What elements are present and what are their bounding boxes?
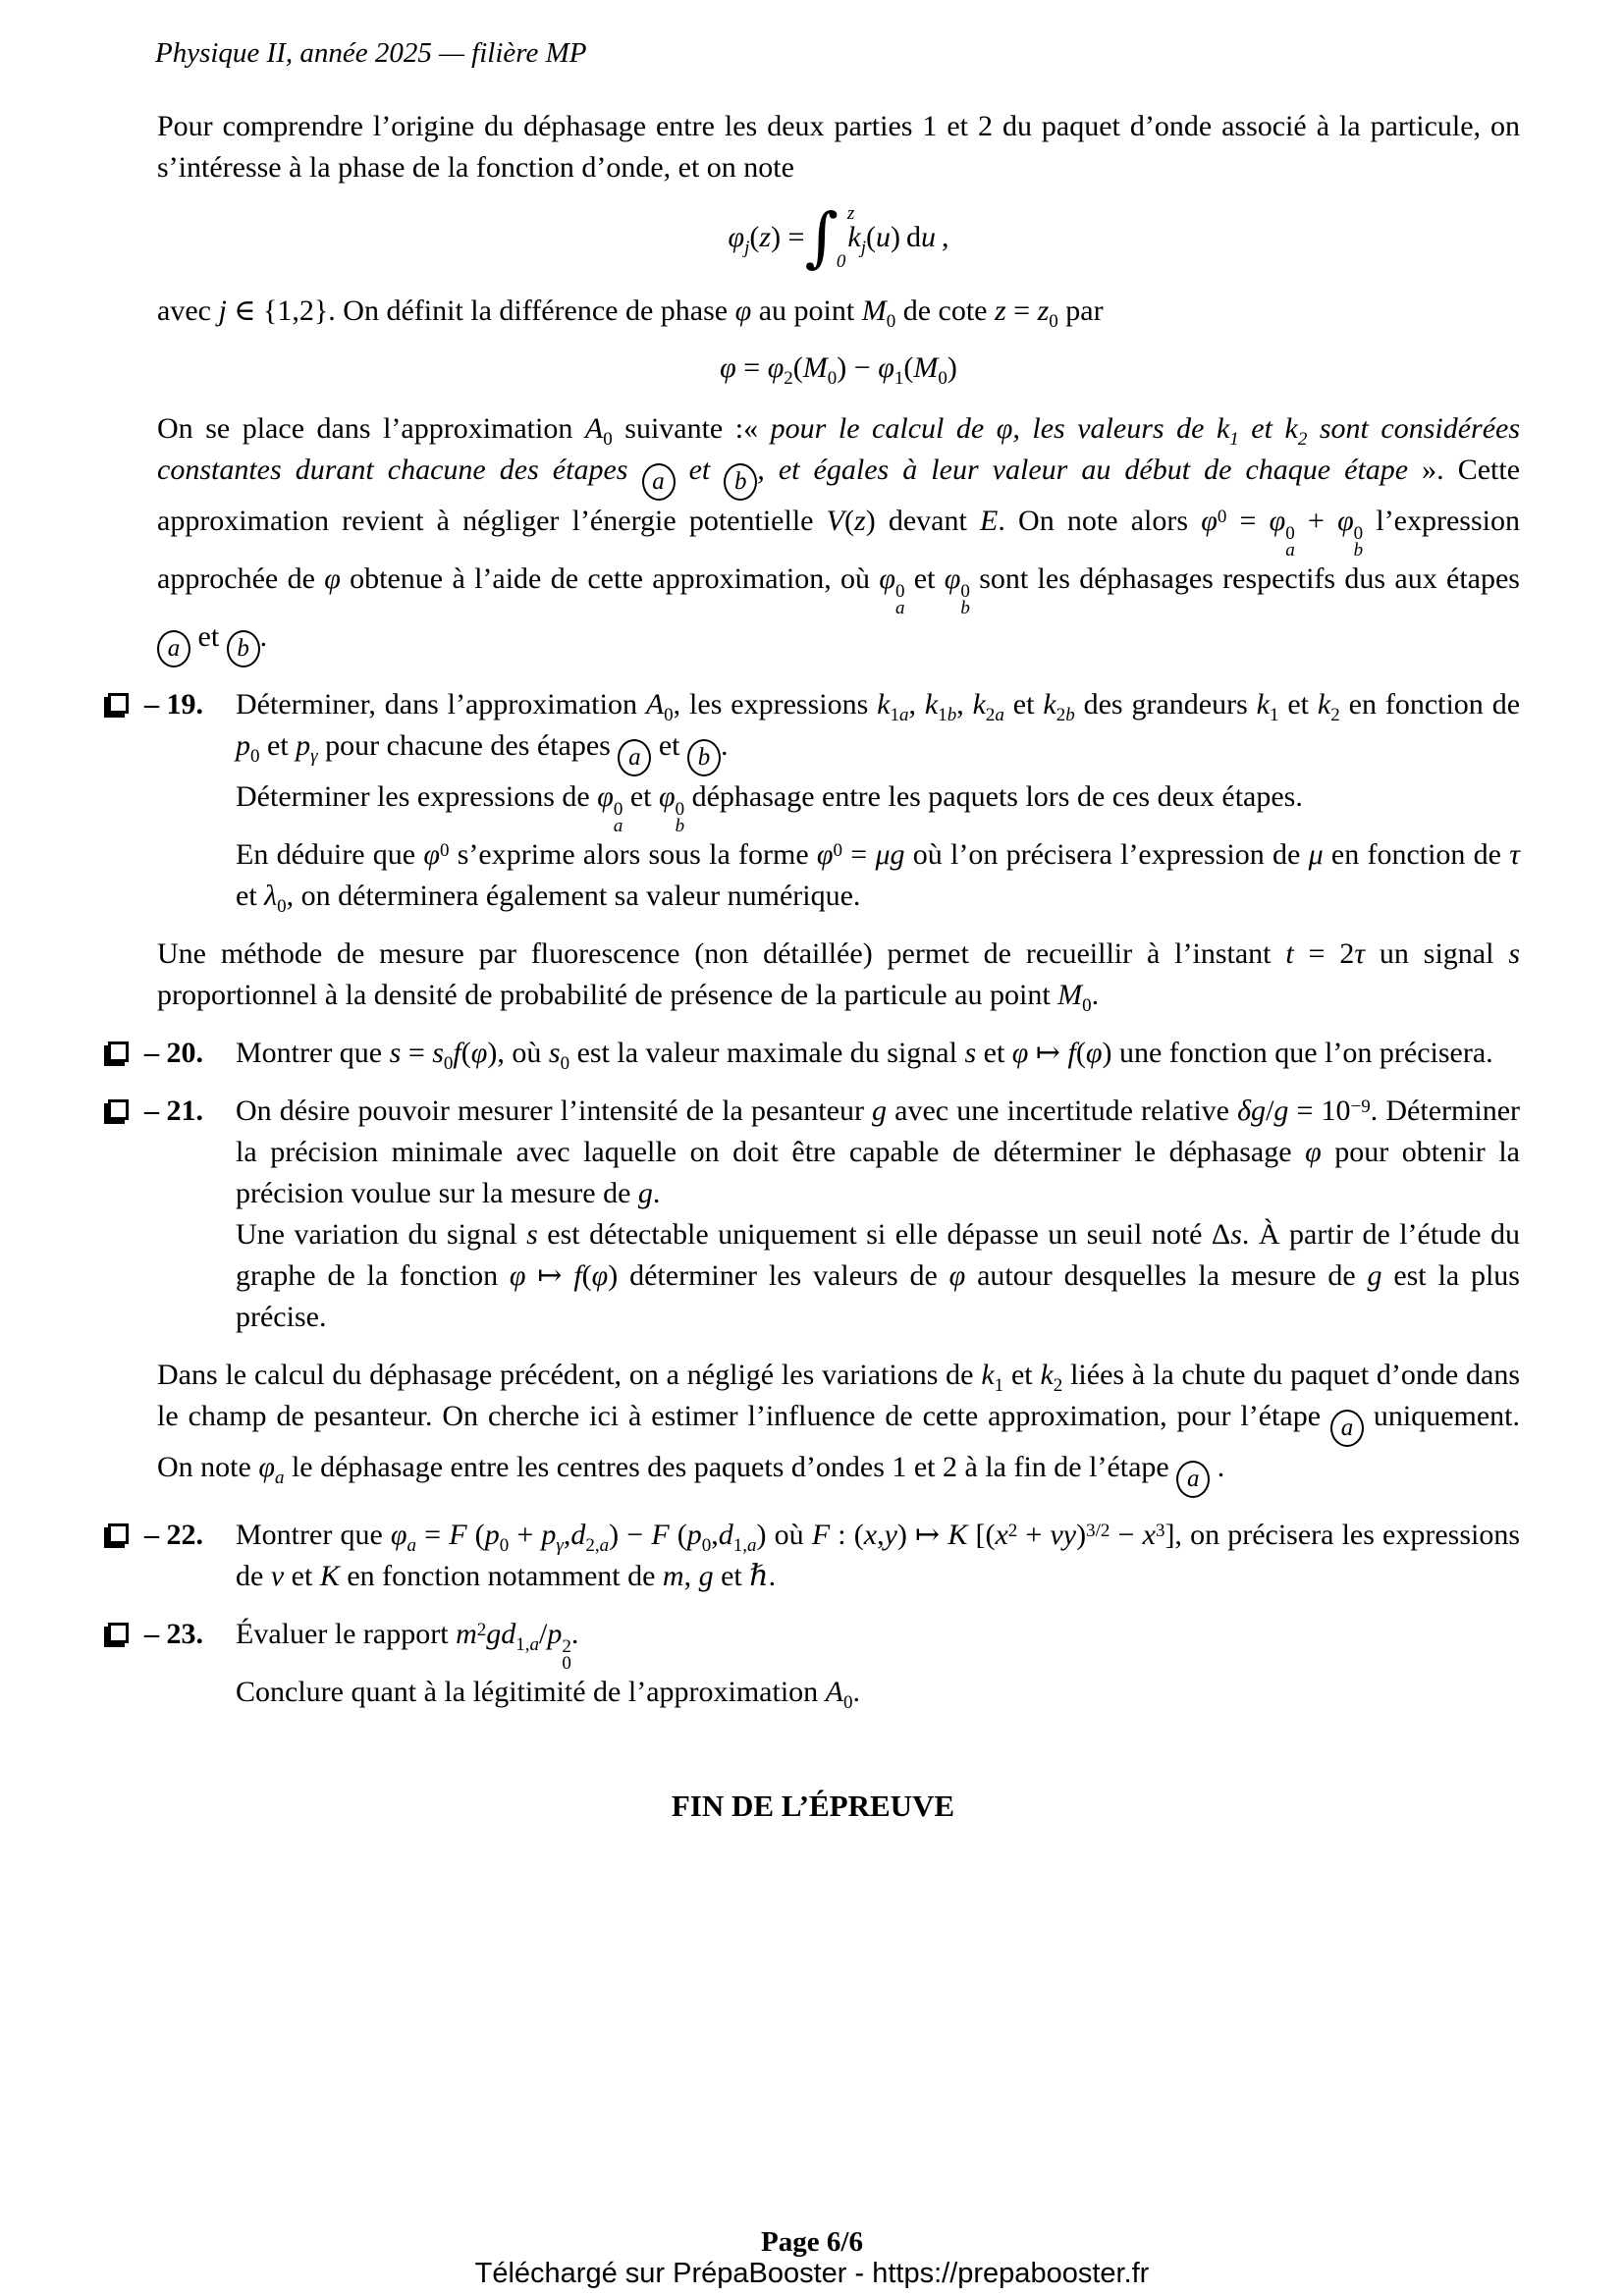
question-number: – 20. [144, 1037, 203, 1069]
question-part: En déduire que $\varphi^0$ s’exprime alors sous la forme $\varphi^0 = \mu g$ où l’on précisera l’expression de μ en fonction de τ et $\lambda_0$, on déterminera également sa valeur numérique. [236, 838, 1520, 917]
checkbox-icon [108, 1099, 129, 1120]
question-part: Évaluer le rapport $m^2gd_{1,a}/p$ 2 0 . [236, 1618, 579, 1674]
checkbox-icon [108, 693, 129, 714]
question-20 [106, 1033, 1520, 1074]
integral-upper-limit: z [846, 203, 855, 224]
download-note: Téléchargé sur PrépaBooster - https://prepabooster.fr [474, 2258, 1150, 2289]
question-22 [106, 1515, 1520, 1597]
integral-limits [836, 203, 855, 272]
circled-step-a: a [642, 463, 676, 501]
question-20-marker [106, 1033, 236, 1074]
paragraph-avec: avec j ∈ {1,2}. On définit la différence de phase φ au point $M_0$ de cote $z = z_0$ par [157, 294, 1104, 332]
checkbox-icon [108, 1523, 129, 1544]
question-22-text [236, 1515, 1520, 1597]
question-number: – 19. [144, 688, 203, 721]
paragraph-intro: Pour comprendre l’origine du déphasage entre les deux parties 1 et 2 du paquet d’onde associé à la particule, on s’intéresse à la phase de la fonction d’onde, et on note [157, 110, 1520, 184]
question-number: – 21. [144, 1095, 203, 1127]
checkbox-icon [108, 1041, 129, 1062]
question-part: Montrer que $\varphi_a = F$ $(p_0 + p_\gamma,d_{2,a}) - F$ $(p_0,d_{1,a})$ où F : (x,y) ↦ K $[(x^2 + \nu y)^{3/2} - x^3]$, on précisera les expressions de ν et K en fonction notamment de m, g et ℏ. [236, 1519, 1521, 1592]
question-19-marker [106, 684, 236, 917]
question-part: On désire pouvoir mesurer l’intensité de la pesanteur g avec une incertitude relative $\delta g/g = 10^{-9}$. Déterminer la précision minimale avec laquelle on doit être capable de déterminer le déphasage φ pour obtenir la précision voulue sur la mesure de g. [236, 1095, 1520, 1209]
question-23-text [236, 1614, 1520, 1713]
integral-icon: ∫ [804, 199, 839, 275]
running-head: Physique II, année 2025 — filière MP [155, 37, 587, 69]
circled-step-a: a [1330, 1410, 1364, 1447]
page-number: Page 6/6 [761, 2226, 863, 2258]
question-21 [106, 1091, 1520, 1338]
question-23 [106, 1614, 1520, 1713]
paragraph-approximation: On se place dans l’approximation $A_0$ suivante :« pour le calcul de φ, les valeurs de $k_1$ et $k_2$ sont considérées constantes durant chacune des étapes a et b , et égales à leur valeur au début de chaque étape ». Cette approximation revient à négliger l’énergie potentielle V(z) devant E. On note alors $\varphi^0 = \varphi$ 0 a + φ 0 b l’expression approchée de φ obtenue à l’aide de cette approximation, où φ 0 a et φ 0 b sont les déphasages respectifs dus aux étapes a et b . [157, 408, 1520, 667]
equation-phase-integral [157, 199, 1520, 275]
equation-lhs: $\varphi_j(z)$ = [728, 221, 805, 258]
equation-phase-difference: $\varphi = \varphi_2(M_0) - \varphi_1(M_0)$ [720, 351, 957, 389]
page-footer [0, 2227, 1624, 2290]
question-part: Montrer que $s = s_0f(\varphi)$, où $s_0$ est la valeur maximale du signal s et φ ↦ f(φ) une fonction que l’on précisera. [236, 1037, 1493, 1074]
question-part: Une variation du signal s est détectable uniquement si elle dépasse un seuil noté Δs. À partir de l’étude du graphe de la fonction φ ↦ f(φ) déterminer les valeurs de φ autour desquelles la mesure de g est la plus précise. [236, 1218, 1520, 1333]
checkbox-icon [108, 1623, 129, 1643]
question-part: Déterminer, dans l’approximation $A_0$, les expressions $k_{1a}$, $k_{1b}$, $k_{2a}$ et $k_{2b}$ des grandeurs $k_1$ et $k_2$ en fonction de $p_0$ et $p_\gamma$ pour chacune des étapes a et b . [236, 684, 1520, 776]
question-part: Déterminer les expressions de φ 0 a et φ 0 b déphasage entre les paquets lors de ces deux étapes. [236, 780, 1303, 836]
circled-step-b: b [227, 630, 260, 667]
question-number: – 22. [144, 1519, 203, 1551]
circled-step-b: b [724, 463, 757, 501]
paragraph-chute: Dans le calcul du déphasage précédent, on a négligé les variations de $k_1$ et $k_2$ liées à la chute du paquet d’onde dans le champ de pesanteur. On cherche ici à estimer l’influence de cette approximation, pour l’étape a uniquement. On note $\varphi_a$ le déphasage entre les centres des paquets d’ondes 1 et 2 à la fin de l’étape a . [157, 1355, 1520, 1498]
question-19-text [236, 684, 1520, 917]
equation-rhs: $k_j(u)$ du , [847, 221, 949, 258]
paragraph-fluorescence: Une méthode de mesure par fluorescence (non détaillée) permet de recueillir à l’instant t = 2τ un signal s proportionnel à la densité de probabilité de présence de la particule au point $M_0$. [157, 937, 1520, 1016]
end-title: FIN DE L’ÉPREUVE [671, 1789, 955, 1823]
question-20-text [236, 1033, 1520, 1074]
question-21-text [236, 1091, 1520, 1338]
circled-step-a: a [1176, 1461, 1210, 1498]
question-23-marker [106, 1614, 236, 1713]
page-content [106, 90, 1520, 1827]
question-22-marker [106, 1515, 236, 1597]
question-19 [106, 684, 1520, 917]
circled-step-b: b [687, 739, 721, 776]
circled-step-a: a [618, 739, 651, 776]
question-number: – 23. [144, 1618, 203, 1650]
question-part: Conclure quant à la légitimité de l’approximation $A_0$. [236, 1676, 860, 1713]
question-21-marker [106, 1091, 236, 1338]
integral-lower-limit: 0 [836, 251, 846, 272]
circled-step-a: a [157, 630, 190, 667]
